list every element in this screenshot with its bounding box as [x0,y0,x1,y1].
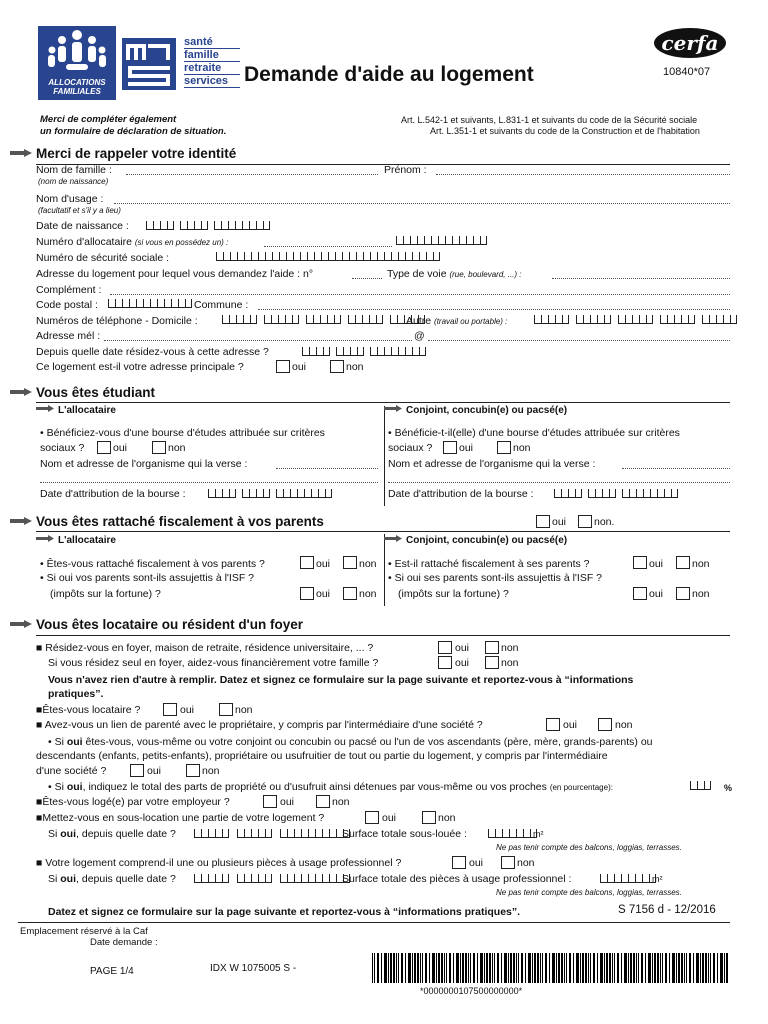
non-label: non [692,588,710,600]
barcode-image [372,953,730,983]
nom-famille-label: Nom de famille : [36,164,112,176]
oui-label: oui [382,812,397,824]
non-label: non [692,558,710,570]
num-allocataire-dots [264,246,392,247]
etudiant-left-q1: • Bénéficiez-vous d'une bourse d'études attribuée sur critères [40,427,325,439]
family-figures-icon [38,26,116,78]
nom-naissance-note: (nom de naissance) [38,177,109,186]
etudiant-left-date-field[interactable] [208,489,332,498]
divider [36,635,730,636]
balcons-note: Ne pas tenir compte des balcons, loggias, terrasses. [496,843,682,852]
fiscal-right-q1-non-checkbox[interactable] [676,556,690,569]
etudiant-right-org-field[interactable] [622,468,730,469]
oui-label: oui [316,558,331,570]
etudiant-left-org-field-2[interactable] [40,482,378,483]
af-logo-text: ALLOCATIONS FAMILIALES [48,78,106,96]
mel-field-domain[interactable] [428,340,730,341]
date-naissance-field[interactable] [146,221,270,230]
oui-label: oui [649,558,664,570]
professionnel-oui-checkbox[interactable] [452,856,466,869]
sous-location-non-checkbox[interactable] [422,811,436,824]
professionnel-date-field[interactable] [194,874,350,883]
employeur-non-checkbox[interactable] [316,795,330,808]
section-arrow-icon [10,517,32,525]
prenom-field[interactable] [436,174,730,175]
at-sign: @ [414,330,425,342]
page-number: PAGE 1/4 [90,966,134,977]
prenom-label: Prénom : [384,164,427,176]
seul-non-checkbox[interactable] [485,656,499,669]
non-label: non [438,812,456,824]
q-si1-line3: d'une société ? [36,765,107,777]
bourse-left-oui-checkbox[interactable] [97,441,111,454]
etudiant-right-org-field-2[interactable] [388,482,730,483]
commune-label: Commune : [194,299,249,311]
fiscal-left-q1: • Êtes-vous rattaché fiscalement à vos parents ? [40,558,265,570]
telephone-domicile-field[interactable] [222,315,425,324]
column-divider [384,406,385,506]
fiscal-allocataire-title: L'allocataire [36,535,116,547]
ref-line-2: Art. L.351-1 et suivants du code de la Construction et de l'habitation [430,126,700,136]
fiscal-non-checkbox[interactable] [578,515,592,528]
etudiant-left-org-field[interactable] [276,468,378,469]
section-arrow-icon [10,388,32,396]
barcode-text: *0000000107500000000* [420,986,523,996]
autre-label: Autre (travail ou portable) : [406,315,508,327]
surface-pro-field[interactable] [600,874,656,883]
fiscal-right-q3: (impôts sur la fortune) ? [398,588,509,600]
commune-field[interactable] [258,309,730,310]
oui-label: oui [552,516,567,528]
foyer-oui-checkbox[interactable] [438,641,452,654]
parts-percent-field[interactable] [690,781,711,790]
bourse-right-non-checkbox[interactable] [497,441,511,454]
bourse-right-oui-checkbox[interactable] [443,441,457,454]
surface-sous-louee-field[interactable] [488,829,537,838]
adresse-principale-label: Ce logement est-il votre adresse principale ? [36,361,244,373]
form-reference: S 7156 d - 12/2016 [618,904,716,916]
adresse-label: Adresse du logement pour lequel vous demandez l'aide : n° [36,268,314,280]
type-voie-field[interactable] [552,278,730,279]
employeur-oui-checkbox[interactable] [263,795,277,808]
ref-line-1: Art. L.542-1 et suivants, L.831-1 et suivants du code de la Sécurité sociale [401,115,698,125]
q-si1-line2: descendants (enfants, petits-enfants), propriétaire ou usufruitier de tout ou partie du logement, y compris par l'intermédiaire [36,750,608,762]
isf-left-oui-checkbox[interactable] [300,587,314,600]
complement-label: Complément : [36,284,102,296]
oui-label: oui [180,704,195,716]
adresse-numero-field[interactable] [352,278,382,279]
msa-logo [122,38,176,90]
non-label: non [235,704,253,716]
nom-famille-field[interactable] [126,174,378,175]
cerfa-number: 10840*07 [663,66,711,78]
divider [18,922,730,923]
fiscal-conjoint-title: Conjoint, concubin(e) ou pacsé(e) [384,535,567,547]
oui-label: oui [455,642,470,654]
oui-label: oui [469,857,484,869]
oui-label: oui [280,796,295,808]
sub-arrow-icon [36,535,54,542]
nom-usage-field[interactable] [114,203,730,204]
oui-label: oui [147,765,162,777]
info-line-2: pratiques”. [48,688,104,700]
telephone-autre-field[interactable] [534,315,737,324]
principale-oui-checkbox[interactable] [276,360,290,373]
etudiant-left-date-label: Date d'attribution de la bourse : [40,488,186,500]
isf-right-oui-checkbox[interactable] [633,587,647,600]
q-si2: • Si oui, indiquez le total des parts de propriété ou d'usufruit ainsi détenues par vous-même ou vos proches (en pourcentage): [48,781,613,793]
non-label: non [501,642,519,654]
non-label: non. [594,516,615,528]
complement-field[interactable] [110,294,730,295]
q-professionnel: ■ Votre logement comprend-il une ou plusieurs pièces à usage professionnel ? [36,857,402,869]
q-seul: Si vous résidez seul en foyer, aidez-vous financièrement votre famille ? [48,657,379,669]
m2-unit: m² [533,829,544,839]
non-label: non [517,857,535,869]
professionnel-non-checkbox[interactable] [501,856,515,869]
mel-field-user[interactable] [104,340,412,341]
code-postal-field[interactable] [108,299,192,308]
non-label: non [346,361,364,373]
etudiant-allocataire-title: L'allocataire [36,405,116,417]
section-identite-heading: Merci de rappeler votre identité [10,146,236,162]
note-line-1: Merci de compléter également [40,114,177,125]
locataire-non-checkbox[interactable] [219,703,233,716]
sous-location-date-label: Si oui, depuis quelle date ? [48,828,176,840]
seul-oui-checkbox[interactable] [438,656,452,669]
date-demande-label: Date demande : [90,937,158,948]
locataire-oui-checkbox[interactable] [163,703,177,716]
fiscal-right-q1-oui-checkbox[interactable] [633,556,647,569]
section-arrow-icon [10,620,32,628]
emplacement-reserve: Emplacement réservé à la Caf [20,926,148,937]
section-locataire-heading: Vous êtes locataire ou résident d'un foyer [10,617,303,633]
q-si1-line1: • Si oui êtes-vous, vous-même ou votre conjoint ou concubin ou pacsé ou l'un de vos ascendants (père, mère, grands-parents) ou [48,736,653,748]
oui-label: oui [113,442,128,454]
mel-label: Adresse mél : [36,330,101,342]
oui-label: oui [292,361,307,373]
fiscal-oui-checkbox[interactable] [536,515,550,528]
etudiant-right-q2: sociaux ? [388,442,433,454]
etudiant-right-org-label: Nom et adresse de l'organisme qui la verse : [388,458,596,470]
oui-label: oui [455,657,470,669]
fiscal-left-q1-non-checkbox[interactable] [343,556,357,569]
surface-pro-label: Surface totale des pièces à usage professionnel : [342,873,572,885]
depuis-date-label: Depuis quelle date résidez-vous à cette adresse ? [36,346,269,358]
non-label: non [168,442,186,454]
sub-arrow-icon [384,405,402,412]
bourse-left-non-checkbox[interactable] [152,441,166,454]
non-label: non [332,796,350,808]
q-foyer: ■ Résidez-vous en foyer, maison de retraite, résidence universitaire, ... ? [36,642,374,654]
num-secu-label: Numéro de sécurité sociale : [36,252,170,264]
societe-oui-checkbox[interactable] [130,764,144,777]
type-voie-label: Type de voie (rue, boulevard, ...) : [387,268,522,280]
code-postal-label: Code postal : [36,299,98,311]
idx-code: IDX W 1075005 S - [210,963,297,974]
foyer-non-checkbox[interactable] [485,641,499,654]
msa-letters-icon [122,38,176,90]
sous-location-date-field[interactable] [194,829,350,838]
sub-arrow-icon [384,535,402,542]
m2-unit: m² [652,874,663,884]
oui-label: oui [563,719,578,731]
page-title: Demande d'aide au logement [244,63,534,86]
num-secu-field[interactable] [216,252,440,261]
etudiant-right-date-field[interactable] [554,489,678,498]
non-label: non [501,657,519,669]
principale-non-checkbox[interactable] [330,360,344,373]
etudiant-left-q2: sociaux ? [40,442,85,454]
lien-non-checkbox[interactable] [598,718,612,731]
percent-sign: % [724,783,733,793]
divider [36,164,730,165]
fiscal-left-q2: • Si oui vos parents sont-ils assujettis à l'ISF ? [40,572,255,584]
allocations-familiales-logo [38,26,116,100]
nom-usage-label: Nom d'usage : [36,193,104,205]
fiscal-right-q1: • Est-il rattaché fiscalement à ses parents ? [388,558,590,570]
num-allocataire-field[interactable] [396,236,487,245]
date-naissance-label: Date de naissance : [36,220,129,232]
fiscal-left-q3: (impôts sur la fortune) ? [50,588,161,600]
etudiant-right-q1: • Bénéficie-t-il(elle) d'une bourse d'études attribuée sur critères [388,427,680,439]
etudiant-left-org-label: Nom et adresse de l'organisme qui la verse : [40,458,248,470]
nom-usage-note: (facultatif et s'il y a lieu) [38,206,121,215]
divider [36,531,730,532]
divider [36,402,730,403]
non-label: non [359,558,377,570]
oui-label: oui [649,588,664,600]
lien-oui-checkbox[interactable] [546,718,560,731]
surface-sous-louee-label: Surface totale sous-louée : [342,828,467,840]
cerfa-logo: cerfa [654,28,726,58]
msa-services-text: santé famille retraite services [184,36,240,88]
section-fiscal-heading: Vous êtes rattaché fiscalement à vos parents [10,514,324,530]
footer-instruction: Datez et signez ce formulaire sur la page suivante et reportez-vous à “informations pratiques”. [48,906,521,918]
non-label: non [202,765,220,777]
etudiant-right-date-label: Date d'attribution de la bourse : [388,488,534,500]
fiscal-left-q1-oui-checkbox[interactable] [300,556,314,569]
balcons-note: Ne pas tenir compte des balcons, loggias, terrasses. [496,888,682,897]
q-employeur: ■Êtes-vous logé(e) par votre employeur ? [36,796,230,808]
q-sous-location: ■Mettez-vous en sous-location une partie de votre logement ? [36,812,325,824]
fiscal-right-q2: • Si oui ses parents sont-ils assujettis à l'ISF ? [388,572,603,584]
sub-arrow-icon [36,405,54,412]
q-lien: ■ Avez-vous un lien de parenté avec le propriétaire, y compris par l'intermédiaire d'une société ? [36,719,483,731]
non-label: non [359,588,377,600]
professionnel-date-label: Si oui, depuis quelle date ? [48,873,176,885]
oui-label: oui [316,588,331,600]
etudiant-conjoint-title: Conjoint, concubin(e) ou pacsé(e) [384,405,567,417]
section-arrow-icon [10,149,32,157]
sous-location-oui-checkbox[interactable] [365,811,379,824]
isf-right-non-checkbox[interactable] [676,587,690,600]
telephone-label: Numéros de téléphone - Domicile : [36,315,198,327]
oui-label: oui [459,442,474,454]
non-label: non [513,442,531,454]
note-line-2: un formulaire de déclaration de situation. [40,126,227,137]
depuis-date-field[interactable] [302,347,426,356]
non-label: non [615,719,633,731]
societe-non-checkbox[interactable] [186,764,200,777]
q-locataire: ■Êtes-vous locataire ? [36,704,141,716]
isf-left-non-checkbox[interactable] [343,587,357,600]
num-allocataire-label: Numéro d'allocataire (si vous en possédez un) : [36,236,229,248]
section-etudiant-heading: Vous êtes étudiant [10,385,155,401]
info-line-1: Vous n'avez rien d'autre à remplir. Datez et signez ce formulaire sur la page suivante et reportez-vous à “informations [48,674,634,686]
